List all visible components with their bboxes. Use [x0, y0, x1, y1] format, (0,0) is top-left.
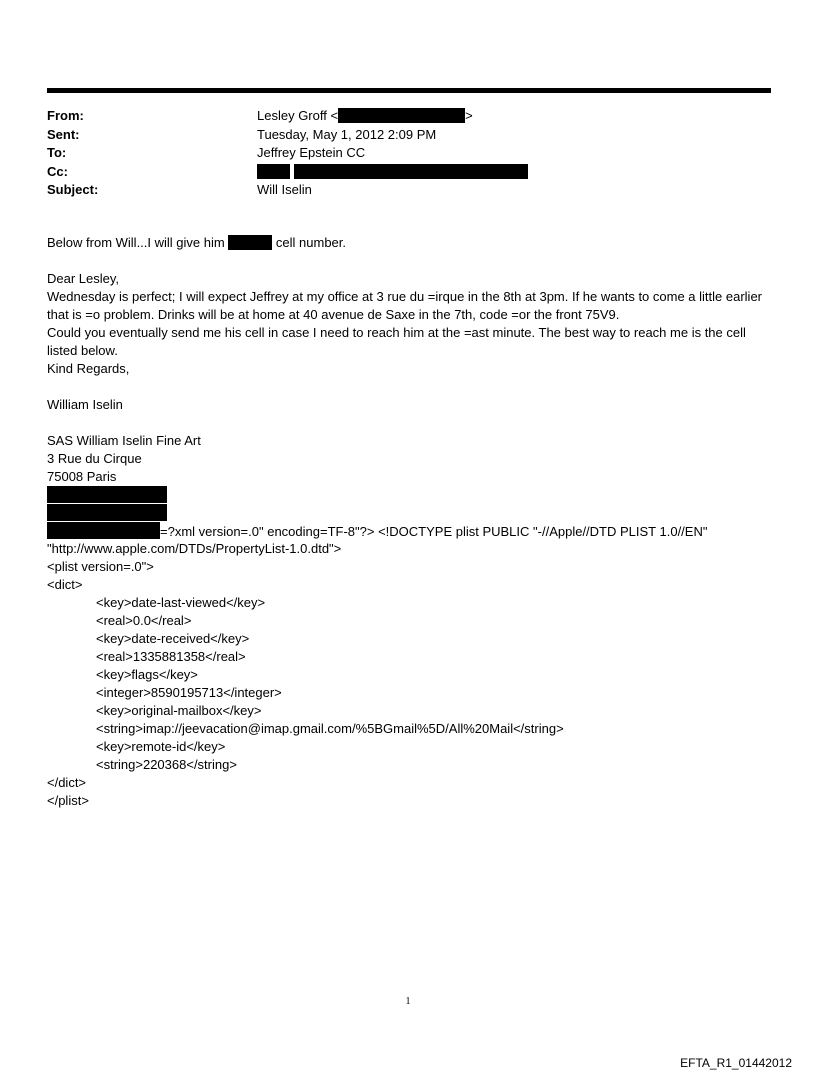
plist-line: <real>0.0</real>: [96, 613, 192, 628]
xml-declaration: =?xml version=.0" encoding=TF-8"?> <!DOCTYPE plist PUBLIC "-//Apple//DTD PLIST 1.0//EN": [47, 522, 777, 540]
plist-line: <key>remote-id</key>: [96, 739, 226, 754]
plist-line: <key>date-last-viewed</key>: [96, 595, 266, 610]
email-body: [47, 234, 777, 810]
cc-row: [47, 163, 528, 182]
address-line-2: 75008 Paris: [47, 469, 117, 484]
page-number: 1: [405, 996, 411, 1007]
sent-row: [47, 126, 528, 145]
redaction-box: [47, 486, 167, 503]
to-row: [47, 144, 528, 163]
plist-line: <string>imap://jeevacation@imap.gmail.com/%5BGmail%5D/All%20Mail</string>: [96, 721, 564, 736]
redacted-line: [47, 486, 777, 504]
sent-label: Sent:: [47, 126, 80, 142]
redaction-box: [294, 164, 528, 179]
from-label: From:: [47, 108, 84, 123]
signature-name: William Iselin: [47, 397, 123, 412]
plist-line: <real>1335881358</real>: [96, 649, 246, 664]
address-line-1: 3 Rue du Cirque: [47, 451, 142, 466]
greeting: Dear Lesley,: [47, 271, 120, 286]
header-rule: [47, 88, 771, 93]
cc-value: [257, 163, 528, 182]
plist-open: <plist version=.0">: [47, 559, 154, 574]
redaction-box: [47, 522, 160, 539]
redaction-box: [228, 235, 272, 250]
cc-label: Cc:: [47, 163, 68, 179]
to-value: Jeffrey Epstein CC: [257, 145, 366, 160]
plist-line: <key>date-received</key>: [96, 631, 250, 646]
dict-open: <dict>: [47, 577, 83, 592]
subject-value: Will Iselin: [257, 182, 312, 197]
dtd-line: "http://www.apple.com/DTDs/PropertyList-1.0.dtd">: [47, 541, 342, 556]
dict-close: </dict>: [47, 775, 87, 790]
from-row: [47, 107, 528, 126]
plist-line: <string>220368</string>: [96, 757, 237, 772]
plist-line: <key>original-mailbox</key>: [96, 703, 262, 718]
redaction-box: [338, 108, 465, 123]
closing: Kind Regards,: [47, 361, 130, 376]
plist-close: </plist>: [47, 793, 89, 808]
to-label: To:: [47, 145, 67, 160]
sent-value: Tuesday, May 1, 2012 2:09 PM: [257, 126, 437, 142]
plist-line: <key>flags</key>: [96, 667, 198, 682]
message-paragraph-2: Could you eventually send me his cell in case I need to reach him at the =ast minute. The best way to reach me is the cell listed below.: [47, 325, 746, 358]
company-name: SAS William Iselin Fine Art: [47, 433, 201, 448]
subject-label: Subject:: [47, 182, 99, 197]
redaction-box: [47, 504, 167, 521]
plist-line: <integer>8590195713</integer>: [96, 685, 282, 700]
intro-line: Below from Will...I will give him cell number.: [47, 235, 347, 250]
redaction-box: [257, 164, 290, 179]
document-id: EFTA_R1_01442012: [680, 1056, 792, 1070]
redacted-line: [47, 504, 777, 522]
email-header: [47, 107, 528, 200]
subject-row: [47, 181, 528, 200]
message-paragraph: Wednesday is perfect; I will expect Jeffrey at my office at 3 rue du =irque in the 8th at 3pm. If he wants to come a little earlier that is =o problem. Drinks will be at home at 40 avenue de Saxe in the 7th, code =or the front 75V9.: [47, 289, 762, 322]
from-value: Lesley Groff < >: [257, 108, 473, 123]
